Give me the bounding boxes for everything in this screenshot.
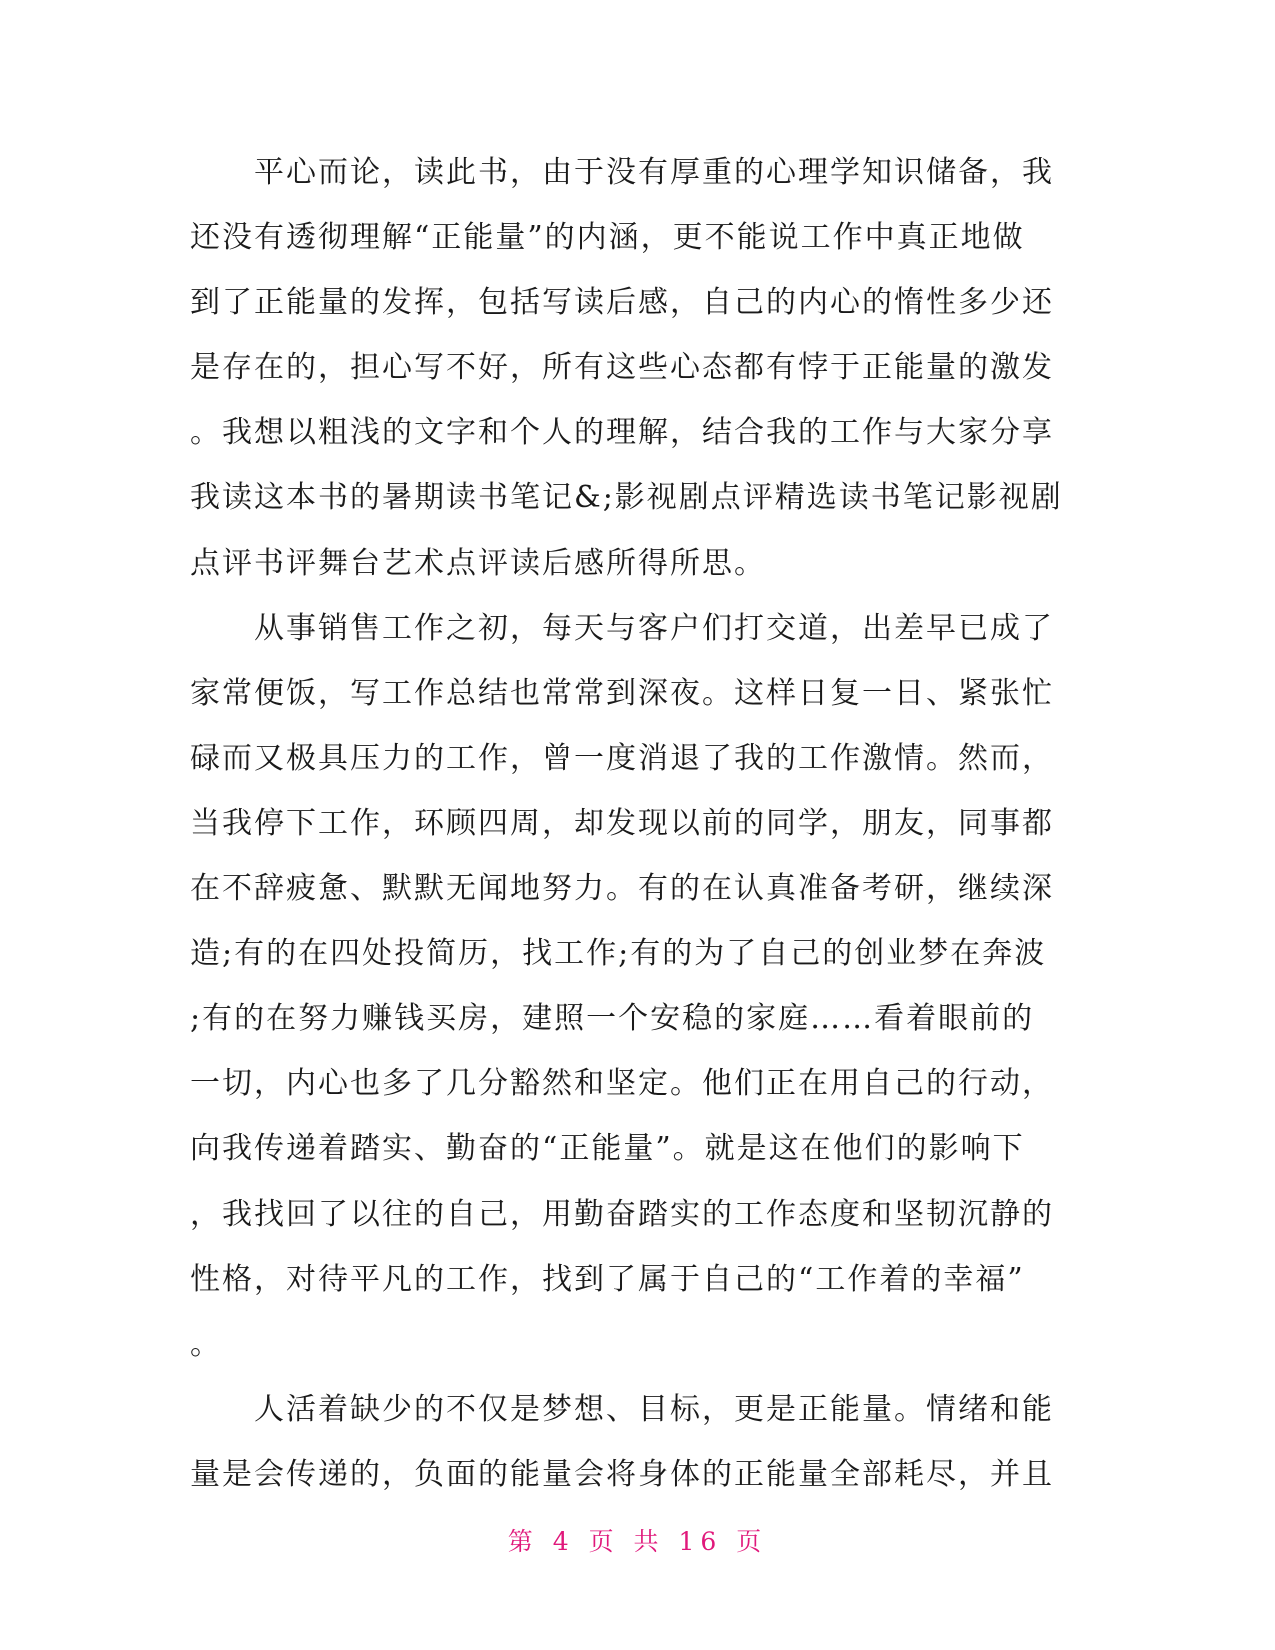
text-line: 从事销售工作之初，每天与客户们打交道，出差早已成了 [190,610,1054,646]
text-line: 在不辞疲惫、默默无闻地努力。有的在认真准备考研，继续深 [190,871,1054,907]
text-line: 还没有透彻理解“正能量”的内涵，更不能说工作中真正地做 [190,220,1025,256]
text-line: 量是会传递的，负面的能量会将身体的正能量全部耗尽，并且 [190,1456,1054,1492]
text-line: 当我停下工作，环顾四周，却发现以前的同学，朋友，同事都 [190,805,1054,841]
text-line: 到了正能量的发挥，包括写读后感，自己的内心的惰性多少还 [190,285,1054,321]
text-line: ;有的在努力赚钱买房，建照一个安稳的家庭……看着眼前的 [190,1001,1035,1037]
text-line: ，我找回了以往的自己，用勤奋踏实的工作态度和坚韧沉静的 [190,1196,1054,1232]
text-line: 平心而论，读此书，由于没有厚重的心理学知识储备，我 [190,155,1054,190]
text-line: 造;有的在四处投简历，找工作;有的为了自己的创业梦在奔波 [190,936,1047,972]
text-line: 人活着缺少的不仅是梦想、目标，更是正能量。情绪和能 [190,1391,1054,1427]
text-line: 一切，内心也多了几分豁然和坚定。他们正在用自己的行动， [190,1066,1054,1102]
text-line: 向我传递着踏实、勤奋的“正能量”。就是这在他们的影响下 [190,1131,1025,1167]
page-number-footer: 第 4 页 共 16 页 [507,1527,768,1556]
text-line: 点评书评舞台艺术点评读后感所得所思。 [190,545,766,581]
text-line: 。我想以粗浅的文字和个人的理解，结合我的工作与大家分享 [190,415,1054,451]
text-line: 碌而又极具压力的工作，曾一度消退了我的工作激情。然而， [190,740,1054,776]
text-line: 是存在的，担心写不好，所有这些心态都有悖于正能量的激发 [190,350,1054,386]
text-line: 我读这本书的暑期读书笔记&;影视剧点评精选读书笔记影视剧 [190,480,1063,516]
document-body [190,140,1090,1507]
text-line: 性格，对待平凡的工作，找到了属于自己的“工作着的幸福” [190,1261,1025,1297]
text-line: 。 [190,1326,222,1362]
text-line: 家常便饭，写工作总结也常常到深夜。这样日复一日、紧张忙 [190,675,1054,711]
